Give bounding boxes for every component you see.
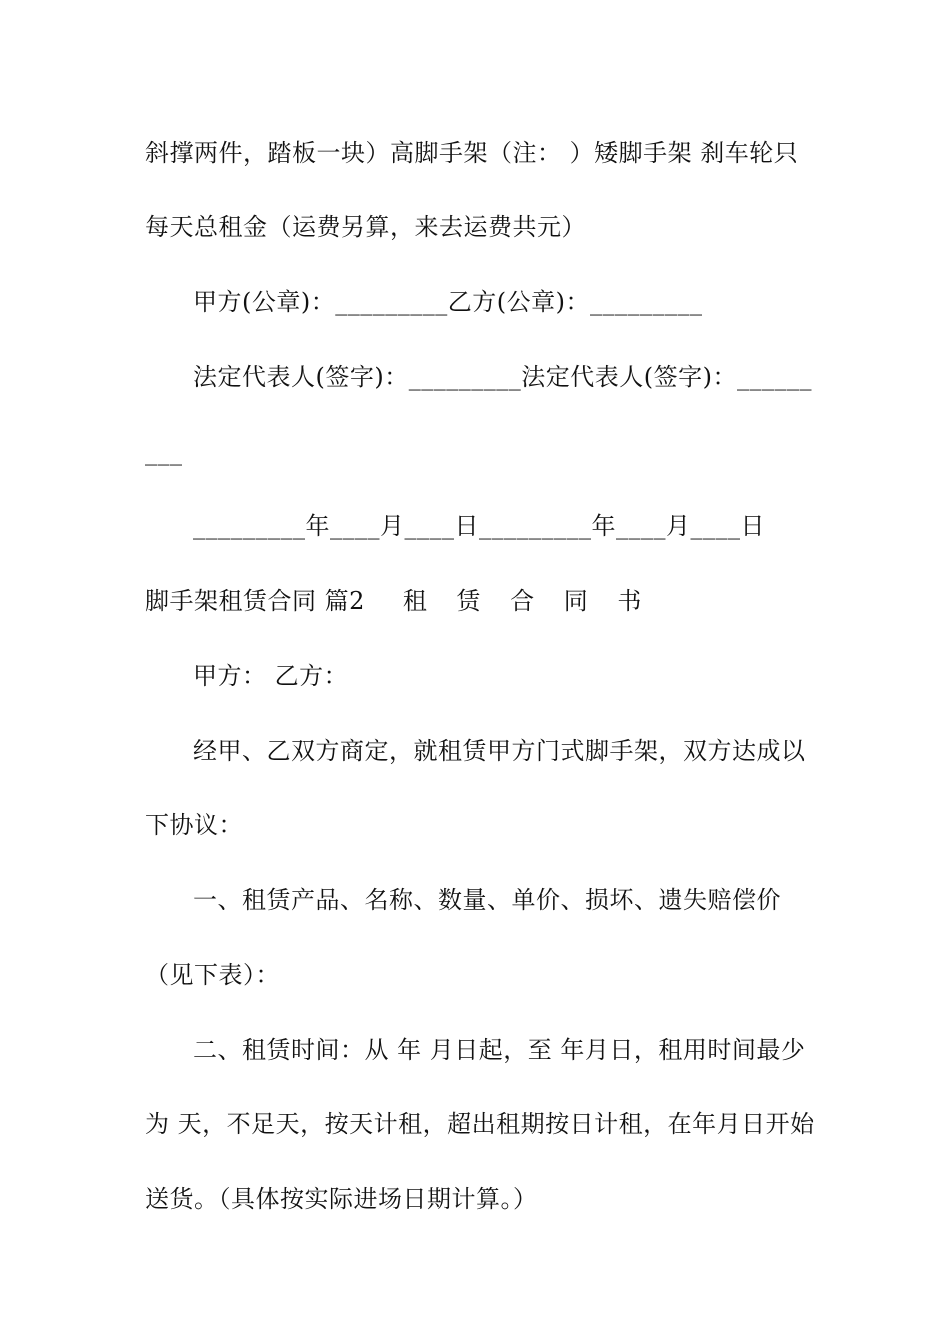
clause-two-line: 二、租赁时间：从 年 月日起，至 年月日，租用时间最少 xyxy=(193,1036,806,1064)
section-heading-row xyxy=(145,586,815,616)
signature-line-representatives: 法定代表人(签字)：_________法定代表人(签字)：______ xyxy=(193,363,812,391)
paragraph-line-agreement: 经甲、乙双方商定，就租赁甲方门式脚手架，双方达成以 xyxy=(193,737,806,765)
clause-one-cont: （见下表）： xyxy=(145,961,280,989)
paragraph-line-total-rent: 每天总租金（运费另算，来去运费共元） xyxy=(145,213,586,241)
clause-two-cont-2: 送货。（具体按实际进场日期计算。） xyxy=(145,1185,538,1213)
parties-line: 甲方： 乙方： xyxy=(193,662,349,690)
contract-title: 租 赁 合 同 书 xyxy=(402,587,653,615)
clause-one-line: 一、租赁产品、名称、数量、单价、损坏、遗失赔偿价 xyxy=(193,886,781,914)
paragraph-line-agreement-cont: 下协议： xyxy=(145,811,243,839)
paragraph-line-scaffold-items: 斜撑两件，踏板一块）高脚手架（注： ）矮脚手架 刹车轮只 xyxy=(145,139,799,167)
date-line: _________年____月____日_________年____月____日 xyxy=(193,512,765,540)
section-label: 脚手架租赁合同 篇2 xyxy=(145,587,365,615)
signature-line-seals: 甲方(公章)：_________乙方(公章)：_________ xyxy=(193,288,703,316)
signature-line-continuation: ___ xyxy=(145,438,183,466)
clause-two-cont: 为 天，不足天，按天计租，超出租期按日计租，在年月日开始 xyxy=(145,1110,815,1138)
